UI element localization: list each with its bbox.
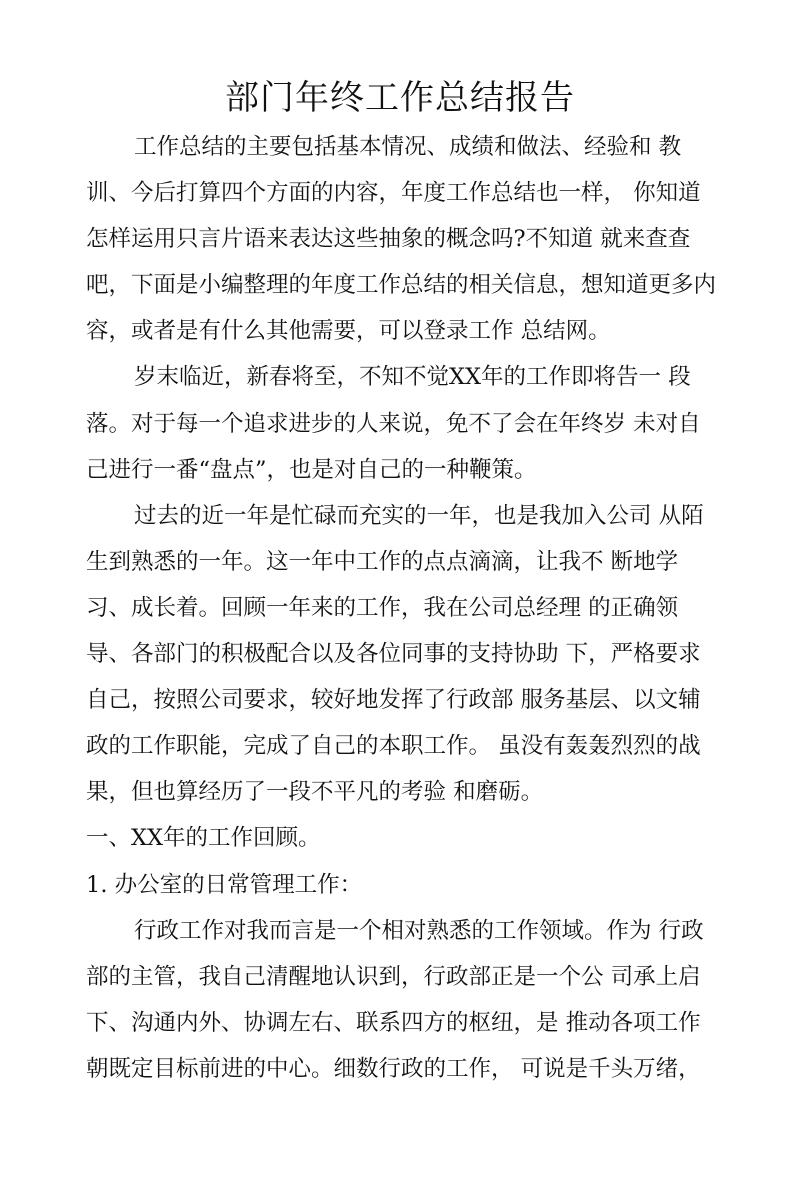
- text-line: 岁末临近，新春将至，不知不觉XX年的工作即将告一 段: [134, 364, 691, 391]
- text-line: 吧，下面是小编整理的年度工作总结的相关信息，想知道更多内: [86, 272, 717, 299]
- text-line: 落。对于每一个追求进步的人来说，免不了会在年终岁 未对自: [86, 410, 701, 437]
- text-line: 朝既定目标前进的中心。细数行政的工作， 可说是千头万绪，: [86, 1055, 701, 1082]
- text-line: 容，或者是有什么其他需要，可以登录工作 总结网。: [86, 318, 611, 345]
- text-line: 习、成长着。回顾一年来的工作，我在公司总经理 的正确领: [86, 594, 679, 621]
- text-line: 过去的近一年是忙碌而充实的一年，也是我加入公司 从陌: [134, 502, 704, 529]
- text-line: 果，但也算经历了一段不平凡的考验 和磨砺。: [86, 779, 544, 806]
- text-line: 行政工作对我而言是一个相对熟悉的工作领域。作为 行政: [134, 917, 704, 944]
- document-title: 部门年终工作总结报告: [225, 78, 575, 118]
- text-line: 工作总结的主要包括基本情况、成绩和做法、经验和 教: [134, 134, 682, 160]
- document-body: [86, 124, 726, 1092]
- text-line: 政的工作职能，完成了自己的本职工作。 虽没有轰轰烈烈的战: [86, 733, 701, 760]
- text-line: 导、各部门的积极配合以及各位同事的支持协助 下，严格要求: [86, 641, 701, 668]
- text-line: 训、今后打算四个方面的内容，年度工作总结也一样， 你知道: [86, 180, 701, 207]
- text-line: 自己，按照公司要求，较好地发挥了行政部 服务基层、以文辅: [86, 687, 701, 714]
- text-line: 一、XX年的工作回顾。: [86, 825, 321, 852]
- text-line: 生到熟悉的一年。这一年中工作的点点滴滴，让我不 断地学: [86, 548, 679, 575]
- text-line: 1. 办公室的日常管理工作：: [86, 871, 363, 898]
- text-line: 下、沟通内外、协调左右、联系四方的枢纽，是 推动各项工作: [86, 1009, 701, 1036]
- text-line: 部的主管，我自己清醒地认识到，行政部正是一个公 司承上启: [86, 963, 701, 990]
- text-line: 怎样运用只言片语来表达这些抽象的概念吗?不知道 就来查查: [86, 226, 691, 253]
- text-line: 己进行一番“盘点”，也是对自己的一种鞭策。: [86, 456, 537, 483]
